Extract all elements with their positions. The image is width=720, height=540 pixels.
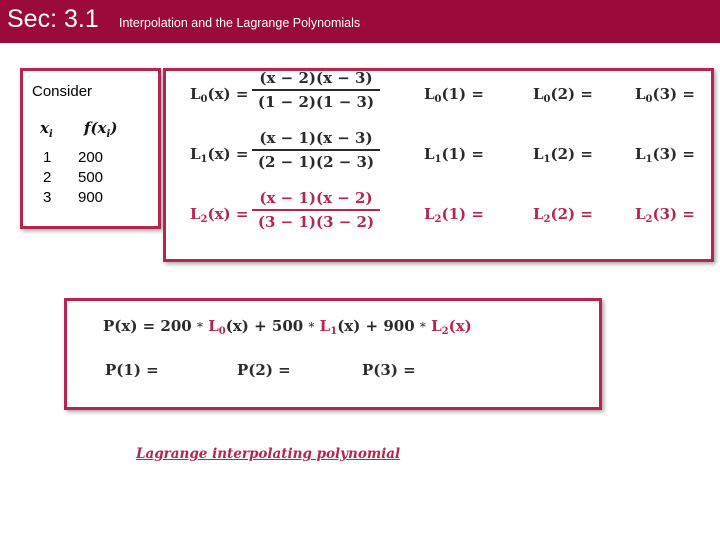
slide-title: Interpolation and the Lagrange Polynomials: [119, 16, 361, 30]
polynomial-eval-at-2: P(2) =: [237, 361, 291, 379]
lagrange-caption: Lagrange interpolating polynomial: [136, 446, 401, 462]
eval-l2-at-1: $L_2(1)$ =: [424, 205, 484, 225]
polynomial-expression: $P(x) = 200 * L_0(x) + 500 * L_1(x) + 900 * L_2(x)$: [103, 317, 472, 337]
basis-fraction-l1: (x − 1)(x − 3) (2 − 1)(2 − 3): [252, 129, 380, 171]
section-number: Sec: 3.1: [7, 5, 99, 33]
header-bar: [0, 0, 720, 43]
eval-l0-at-2: $L_0(2)$ =: [533, 85, 593, 105]
eval-l2-at-2: $L_2(2)$ =: [533, 205, 593, 225]
table-cell-x: 2: [43, 169, 52, 186]
eval-l2-at-3: $L_2(3)$ =: [635, 205, 695, 225]
polynomial-eval-at-3: P(3) =: [362, 361, 416, 379]
consider-label: Consider: [32, 83, 93, 100]
eval-l0-at-1: $L_0(1)$ =: [424, 85, 484, 105]
eval-l1-at-3: $L_1(3)$ =: [635, 145, 695, 165]
column-header-x: $x_i$: [40, 119, 53, 140]
column-header-fx: $f(x_i)$: [84, 119, 118, 140]
table-cell-x: 1: [43, 149, 52, 166]
basis-fraction-l2: (x − 1)(x − 2) (3 − 1)(3 − 2): [252, 189, 380, 231]
polynomial-eval-at-1: P(1) =: [105, 361, 159, 379]
basis-label-l2: $L_2(x)$ =: [190, 205, 249, 225]
basis-label-l1: $L_1(x)$ =: [190, 145, 249, 165]
data-table-box: [20, 68, 161, 229]
table-cell-fx: 200: [78, 149, 104, 166]
table-cell-x: 3: [43, 189, 52, 206]
polynomial-box: [64, 298, 602, 410]
basis-polynomials-box: [163, 68, 714, 262]
eval-l0-at-3: $L_0(3)$ =: [635, 85, 695, 105]
basis-fraction-l0: (x − 2)(x − 3) (1 − 2)(1 − 3): [252, 69, 380, 111]
eval-l1-at-2: $L_1(2)$ =: [533, 145, 593, 165]
table-cell-fx: 500: [78, 169, 104, 186]
basis-label-l0: $L_0(x)$ =: [190, 85, 249, 105]
table-cell-fx: 900: [78, 189, 104, 206]
eval-l1-at-1: $L_1(1)$ =: [424, 145, 484, 165]
